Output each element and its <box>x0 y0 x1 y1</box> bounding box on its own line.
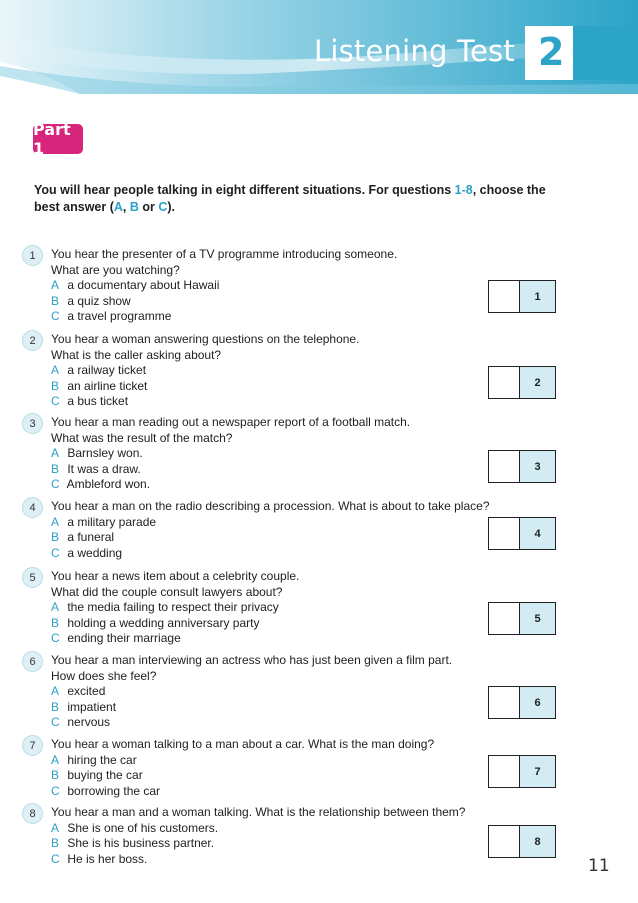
option-letter: C <box>51 477 60 491</box>
question-range: 1-8 <box>454 183 473 197</box>
question-body <box>51 805 465 867</box>
question-prompt: You hear a woman talking to a man about a car. What is the man doing? <box>51 737 435 751</box>
answer-option <box>51 600 299 616</box>
question-prompt: You hear a news item about a celebrity couple. <box>51 569 300 583</box>
option-a-label: A <box>113 200 123 214</box>
option-text: a wedding <box>67 545 123 560</box>
answer-option <box>51 616 299 632</box>
answer-box-number: 8 <box>520 826 555 857</box>
answer-option <box>51 394 359 410</box>
option-text: Barnsley won. <box>67 446 143 460</box>
answer-box-number: 3 <box>520 451 555 482</box>
option-text: He is her boss. <box>67 851 148 866</box>
answer-option <box>51 530 490 546</box>
question-4 <box>20 497 600 577</box>
question-1 <box>20 245 600 325</box>
option-text: borrowing the car <box>67 783 161 798</box>
answer-option <box>51 631 299 647</box>
answer-option <box>51 836 465 852</box>
question-prompt: What was the result of the match? <box>51 430 233 445</box>
question-number: 7 <box>22 735 43 756</box>
option-c-label: C <box>158 200 168 214</box>
option-letter: C <box>51 309 60 323</box>
option-text: a funeral <box>67 530 115 544</box>
question-3 <box>20 413 600 493</box>
question-prompt: You hear the presenter of a TV programme introducing someone. <box>51 247 398 261</box>
option-letter: B <box>51 768 60 782</box>
instructions-separator: , <box>122 200 130 214</box>
option-letter: A <box>51 752 60 767</box>
answer-box[interactable] <box>488 450 556 483</box>
answer-option <box>51 684 452 700</box>
instructions-separator: or <box>138 200 159 214</box>
test-number: 2 <box>538 30 565 74</box>
option-letter: B <box>51 615 60 630</box>
answer-box[interactable] <box>488 755 556 788</box>
answer-entry-field[interactable] <box>489 826 520 857</box>
question-number: 8 <box>22 803 43 824</box>
answer-option <box>51 379 359 395</box>
question-prompt: You hear a man reading out a newspaper report of a football match. <box>51 415 411 429</box>
question-body <box>51 499 490 561</box>
option-text: a documentary about Hawaii <box>67 278 220 292</box>
option-letter: B <box>51 836 60 850</box>
option-letter: A <box>51 514 60 529</box>
question-body <box>51 569 299 647</box>
page-number: 11 <box>588 856 610 876</box>
option-text: She is his business partner. <box>67 836 215 850</box>
answer-entry-field[interactable] <box>489 756 520 787</box>
option-letter: A <box>51 684 60 698</box>
question-prompt: What did the couple consult lawyers about? <box>51 584 283 599</box>
answer-option <box>51 753 434 769</box>
answer-option <box>51 768 434 784</box>
answer-option <box>51 515 490 531</box>
answer-box[interactable] <box>488 602 556 635</box>
question-8 <box>20 803 600 883</box>
option-text: a bus ticket <box>67 394 129 408</box>
option-text: excited <box>67 684 106 698</box>
option-text: She is one of his customers. <box>67 820 219 835</box>
answer-option <box>51 363 359 379</box>
answer-entry-field[interactable] <box>489 518 520 549</box>
answer-option <box>51 715 452 731</box>
answer-entry-field[interactable] <box>489 451 520 482</box>
question-body <box>51 653 452 731</box>
answer-entry-field[interactable] <box>489 687 520 718</box>
instructions-text: ). <box>167 200 176 214</box>
option-letter: C <box>51 545 60 560</box>
option-text: holding a wedding anniversary party <box>67 615 260 630</box>
question-number: 2 <box>22 330 43 351</box>
option-letter: A <box>51 820 60 835</box>
answer-box-number: 2 <box>520 367 555 398</box>
question-2 <box>20 330 600 410</box>
answer-box[interactable] <box>488 517 556 550</box>
question-body <box>51 737 434 799</box>
question-number: 1 <box>22 245 43 266</box>
option-text: nervous <box>67 715 111 729</box>
option-letter: C <box>51 715 60 729</box>
option-text: a railway ticket <box>67 363 147 377</box>
part-badge: Part 1 <box>33 124 83 154</box>
answer-box-number: 6 <box>520 687 555 718</box>
option-letter: C <box>51 783 60 798</box>
option-letter: C <box>51 394 60 408</box>
answer-entry-field[interactable] <box>489 367 520 398</box>
option-text: ending their marriage <box>67 631 181 645</box>
option-letter: B <box>51 293 60 308</box>
question-body <box>51 247 397 325</box>
instructions-text: You will hear people talking in eight different situations. For questions <box>34 183 455 197</box>
question-number: 6 <box>22 651 43 672</box>
answer-box[interactable] <box>488 280 556 313</box>
question-prompt: You hear a woman answering questions on the telephone. <box>51 332 360 346</box>
option-letter: C <box>51 631 60 645</box>
answer-option <box>51 477 410 493</box>
question-prompt: You hear a man and a woman talking. What is the relationship between them? <box>51 805 466 819</box>
answer-box-number: 4 <box>520 518 555 549</box>
instructions-text: , choose the best answer ( <box>34 183 546 214</box>
header-banner <box>0 0 638 108</box>
answer-box[interactable] <box>488 366 556 399</box>
option-letter: B <box>51 699 60 714</box>
option-letter: A <box>51 363 60 377</box>
option-b-label: B <box>129 200 139 214</box>
answer-entry-field[interactable] <box>489 281 520 312</box>
test-title: Listening Test <box>314 34 515 68</box>
question-number: 5 <box>22 567 43 588</box>
option-letter: A <box>51 446 60 460</box>
question-body <box>51 415 410 493</box>
question-prompt: How does she feel? <box>51 668 157 683</box>
question-prompt: What is the caller asking about? <box>51 347 222 362</box>
option-text: the media failing to respect their privacy <box>67 600 279 614</box>
option-letter: A <box>51 600 60 614</box>
answer-option <box>51 700 452 716</box>
option-letter: B <box>51 461 60 476</box>
answer-option <box>51 546 490 562</box>
answer-box-number: 5 <box>520 603 555 634</box>
answer-option <box>51 784 434 800</box>
question-prompt: What are you watching? <box>51 262 180 277</box>
option-text: buying the car <box>67 768 143 782</box>
option-letter: B <box>51 530 60 544</box>
answer-box[interactable] <box>488 686 556 719</box>
option-text: It was a draw. <box>67 461 141 476</box>
instructions <box>34 182 574 216</box>
answer-entry-field[interactable] <box>489 603 520 634</box>
option-letter: B <box>51 378 60 393</box>
question-number: 4 <box>22 497 43 518</box>
question-prompt: You hear a man on the radio describing a procession. What is about to take place? <box>51 499 490 513</box>
question-5 <box>20 567 600 647</box>
question-6 <box>20 651 600 731</box>
option-letter: C <box>51 851 60 866</box>
answer-option <box>51 462 410 478</box>
option-text: a military parade <box>67 514 157 529</box>
option-text: Ambleford won. <box>66 477 151 491</box>
answer-box-number: 1 <box>520 281 555 312</box>
option-letter: A <box>51 278 60 292</box>
answer-option <box>51 821 465 837</box>
answer-option <box>51 309 397 325</box>
answer-box[interactable] <box>488 825 556 858</box>
option-text: a quiz show <box>67 293 131 308</box>
answer-option <box>51 294 397 310</box>
question-body <box>51 332 359 410</box>
option-text: hiring the car <box>67 752 137 767</box>
answer-box-number: 7 <box>520 756 555 787</box>
answer-option <box>51 852 465 868</box>
option-text: an airline ticket <box>67 378 148 393</box>
answer-option <box>51 278 397 294</box>
answer-option <box>51 446 410 462</box>
question-prompt: You hear a man interviewing an actress who has just been given a film part. <box>51 653 453 667</box>
question-number: 3 <box>22 413 43 434</box>
option-text: a travel programme <box>67 309 172 323</box>
option-text: impatient <box>67 699 117 714</box>
